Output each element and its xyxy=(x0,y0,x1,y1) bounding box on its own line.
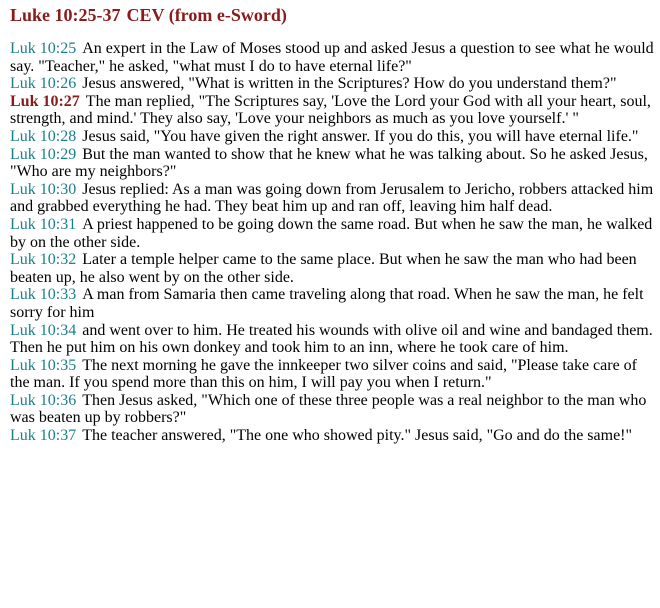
verse-item xyxy=(10,216,654,251)
verse-item xyxy=(10,93,654,128)
verse-item xyxy=(10,322,654,357)
verse-reference-link[interactable]: Luk 10:36 xyxy=(10,391,77,409)
verse-reference-link[interactable]: Luk 10:29 xyxy=(10,145,77,163)
verse-item xyxy=(10,181,654,216)
verse-reference-link[interactable]: Luk 10:27 xyxy=(10,92,80,110)
verse-item xyxy=(10,286,654,321)
verse-reference-link[interactable]: Luk 10:34 xyxy=(10,321,77,339)
passage-reference: Luke 10:25-37 xyxy=(10,5,121,25)
verse-text: An expert in the Law of Moses stood up and asked Jesus a question to see what he would say. "Teacher," he asked, "what must I do to have eternal life?" xyxy=(10,40,654,75)
passage-title xyxy=(10,4,654,26)
verse-reference-link[interactable]: Luk 10:33 xyxy=(10,286,77,304)
verse-reference-link[interactable]: Luk 10:25 xyxy=(10,40,77,57)
verse-item xyxy=(10,146,654,181)
verse-item xyxy=(10,251,654,286)
verse-text: Jesus answered, "What is written in the Scriptures? How do you understand them?" xyxy=(82,75,617,93)
verse-item xyxy=(10,357,654,392)
verse-list xyxy=(10,40,654,445)
verse-text: Jesus said, "You have given the right answer. If you do this, you will have eternal life." xyxy=(82,127,639,145)
bible-version: CEV (from e-Sword) xyxy=(126,5,287,25)
verse-text: Jesus replied: As a man was going down from Jerusalem to Jericho, robbers attacked him and grabbed everything he had. They beat him up and ran off, leaving him half dead. xyxy=(10,180,654,216)
verse-reference-link[interactable]: Luk 10:26 xyxy=(10,75,77,93)
verse-item xyxy=(10,427,654,445)
verse-item xyxy=(10,128,654,146)
verse-item xyxy=(10,392,654,427)
verse-text: Later a temple helper came to the same place. But when he saw the man who had been beaten up, he also went by on the other side. xyxy=(10,251,637,286)
verse-text: The man replied, "The Scriptures say, 'Love the Lord your God with all your heart, soul, strength, and mind.' They also say, 'Love your neighbors as much as you love yourself.' " xyxy=(10,92,651,128)
verse-item xyxy=(10,75,654,93)
verse-reference-link[interactable]: Luk 10:37 xyxy=(10,427,77,445)
verse-reference-link[interactable]: Luk 10:31 xyxy=(10,215,77,233)
verse-reference-link[interactable]: Luk 10:28 xyxy=(10,127,77,145)
verse-reference-link[interactable]: Luk 10:30 xyxy=(10,180,77,198)
verse-reference-link[interactable]: Luk 10:35 xyxy=(10,356,77,374)
verse-text: The next morning he gave the innkeeper two silver coins and said, "Please take care of the man. If you spend more than this on him, I will pay you when I return." xyxy=(10,356,637,392)
verse-text: Then Jesus asked, "Which one of these three people was a real neighbor to the man who was beaten up by robbers?" xyxy=(10,391,647,427)
verse-text: and went over to him. He treated his wounds with olive oil and wine and bandaged them. Then he put him on his own donkey and took him to an inn, where he took care of him. xyxy=(10,321,653,357)
verse-item xyxy=(10,40,654,75)
verse-text: A man from Samaria then came traveling along that road. When he saw the man, he felt sorry for him xyxy=(10,286,644,321)
verse-text: A priest happened to be going down the same road. But when he saw the man, he walked by on the other side. xyxy=(10,215,653,251)
verse-reference-link[interactable]: Luk 10:32 xyxy=(10,251,77,269)
verse-text: But the man wanted to show that he knew what he was talking about. So he asked Jesus, "Who are my neighbors?" xyxy=(10,145,648,181)
verse-text: The teacher answered, "The one who showed pity." Jesus said, "Go and do the same!" xyxy=(82,427,633,445)
